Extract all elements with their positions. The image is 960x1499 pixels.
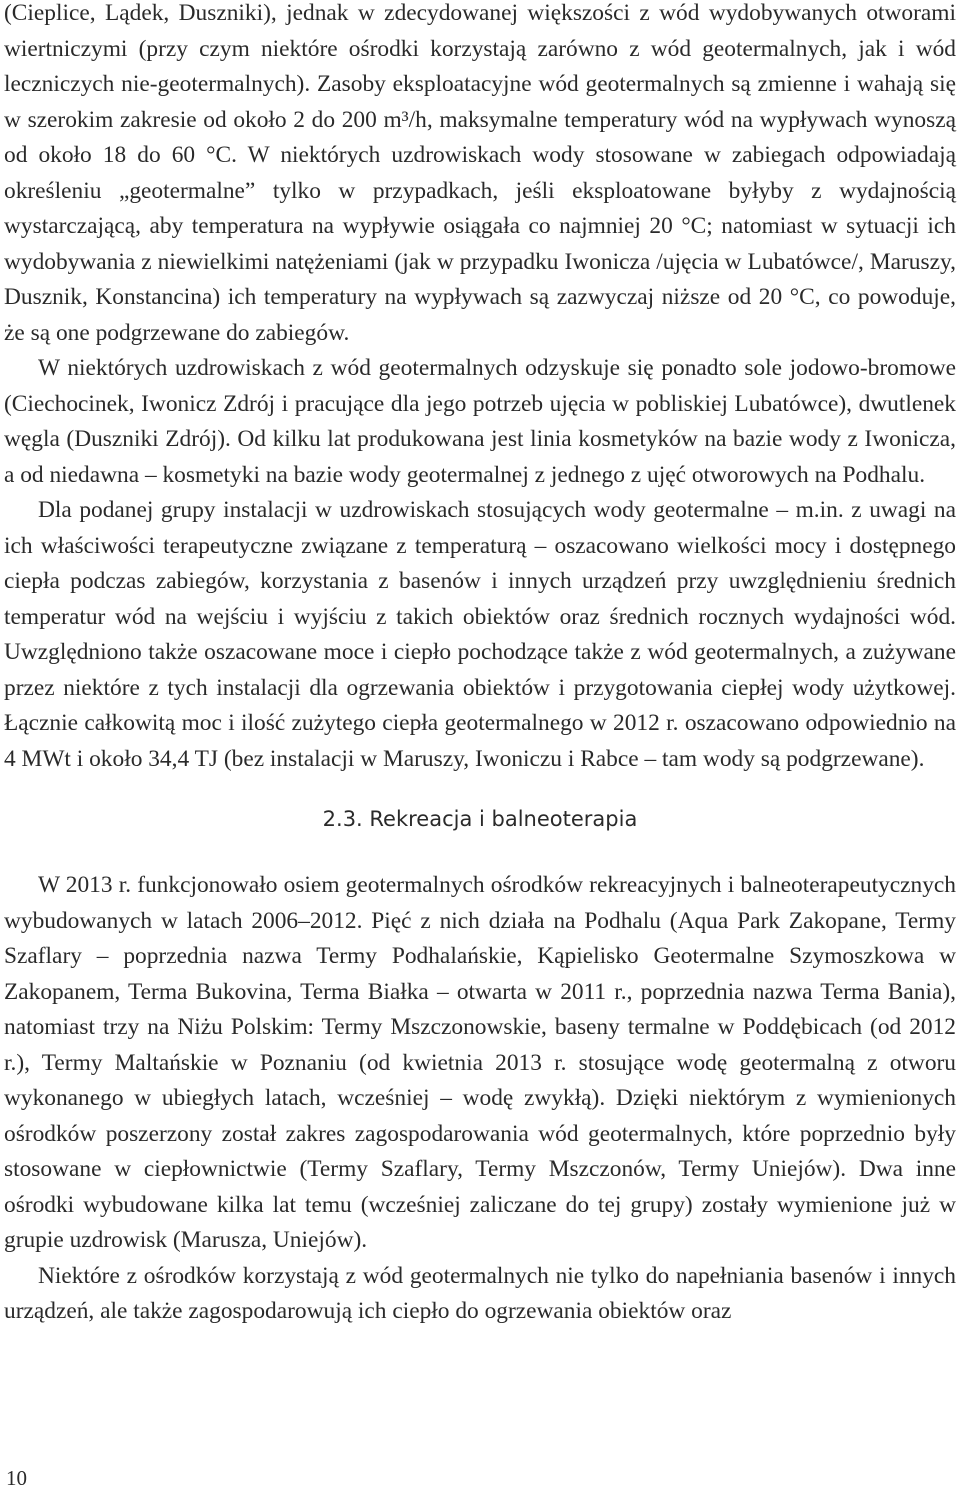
paragraph-heat-usage: Niektóre z ośrodków korzystają z wód geotermalnych nie tylko do napełniania basenów i innych urządzeń, ale także zagospodarowują ich ciepło do ogrzewania obiektów oraz — [4, 1262, 956, 1324]
section-heading: 2.3. Rekreacja i balneoterapia — [322, 807, 638, 831]
paragraph-recreation-centres: W 2013 r. funkcjonowało osiem geotermalnych ośrodków rekreacyjnych i balneoterapeutycznych wybudowanych w latach 2006–2012. Pięć z nich działa na Podhalu (Aqua Park Zakopane, Termy Szaflary – poprzednia nazwa Termy Podhalańskie, Kąpielisko Geotermalne Szymoszkowa w Zakopanem, Terma Bukovina, Terma Białka – otwarta w 2011 r., poprzednia nazwa Terma Bania), natomiast trzy na Niżu Polskim: Termy Mszczonowskie, baseny termalne w Poddębicach (od 2012 r.), Termy Maltańskie w Poznaniu (od kwietnia 2013 r. stosujące wodę geotermalną z otworu wykonanego w ubiegłych latach, wcześniej – wodę zwykłą). Dzięki niektórym z wymienionych ośrodków poszerzony został zakres zagospodarowania wód geotermalnych, które poprzednio były stosowane w ciepłownictwie (Termy Szaflary, Termy Mszczonów, Termy Uniejów). Dwa inne ośrodki wybudowane kilka lat temu (wcześniej zaliczane do tej grupy) zostały wymienione już w grupie uzdrowisk (Marusza, Uniejów). — [4, 872, 956, 1253]
page-number: 10 — [6, 1466, 27, 1490]
paragraph-spa-water-sources: (Cieplice, Lądek, Duszniki), jednak w zdecydowanej większości z wód wydobywanych otworami wiertniczymi (przy czym niektóre ośrodki korzystają zarówno z wód geotermalnych, jak i wód leczniczych nie-geotermalnych). Zasoby eksploatacyjne wód geotermalnych są zmienne i wahają się w szerokim zakresie od około 2 do 200 m³/h, maksymalne temperatury wód na wypływach wynoszą od około 18 do 60 °C. W niektórych uzdrowiskach wody stosowane w zabiegach odpowiadają określeniu „geotermalne” tylko w przypadkach, jeśli eksploatowane byłyby z wydajnością wystarczającą, aby temperatura na wypływie osiągała co najmniej 20 °C; natomiast w sytuacji ich wydobywania z niewielkimi natężeniami (jak w przypadku Iwonicza /ujęcia w Lubatówce/, Maruszy, Dusznik, Konstancina) ich temperatury na wypływach są zazwyczaj niższe od 20 °C, co powoduje, że są one podgrzewane do zabiegów. — [4, 0, 956, 346]
paragraph-salts-and-cosmetics: W niektórych uzdrowiskach z wód geotermalnych odzyskuje się ponadto sole jodowo-bromowe (Ciechocinek, Iwonicz Zdrój i pracujące dla jego potrzeb ujęcia w pobliskiej Lubatówce), dwutlenek węgla (Duszniki Zdrój). Od kilku lat produkowana jest linia kosmetyków na bazie wody z Iwonicza, a od niedawna – kosmetyki na bazie wody geotermalnej z jednego z ujęć otworowych na Podhalu. — [4, 355, 956, 488]
paragraph-power-estimation: Dla podanej grupy instalacji w uzdrowiskach stosujących wody geotermalne – m.in. z uwagi na ich właściwości terapeutyczne związane z temperaturą – oszacowano wielkości mocy i dostępnego ciepła podczas zabiegów, korzystania z basenów i innych urządzeń przy uwzględnieniu średnich temperatur wód na wejściu i wyjściu z takich obiektów oraz średnich rocznych wydajności wód. Uwzględniono także oszacowane moce i ciepło pochodzące także z wód geotermalnych, a zużywane przez niektóre z tych instalacji dla ogrzewania obiektów i przygotowania ciepłej wody użytkowej. Łącznie całkowitą moc i ilość zużytego ciepła geotermalnego w 2012 r. oszacowano odpowiednio na 4 MWt i około 34,4 TJ (bez instalacji w Maruszy, Iwoniczu i Rabce – tam wody są podgrzewane). — [4, 497, 956, 772]
document-page — [4, 0, 956, 1330]
